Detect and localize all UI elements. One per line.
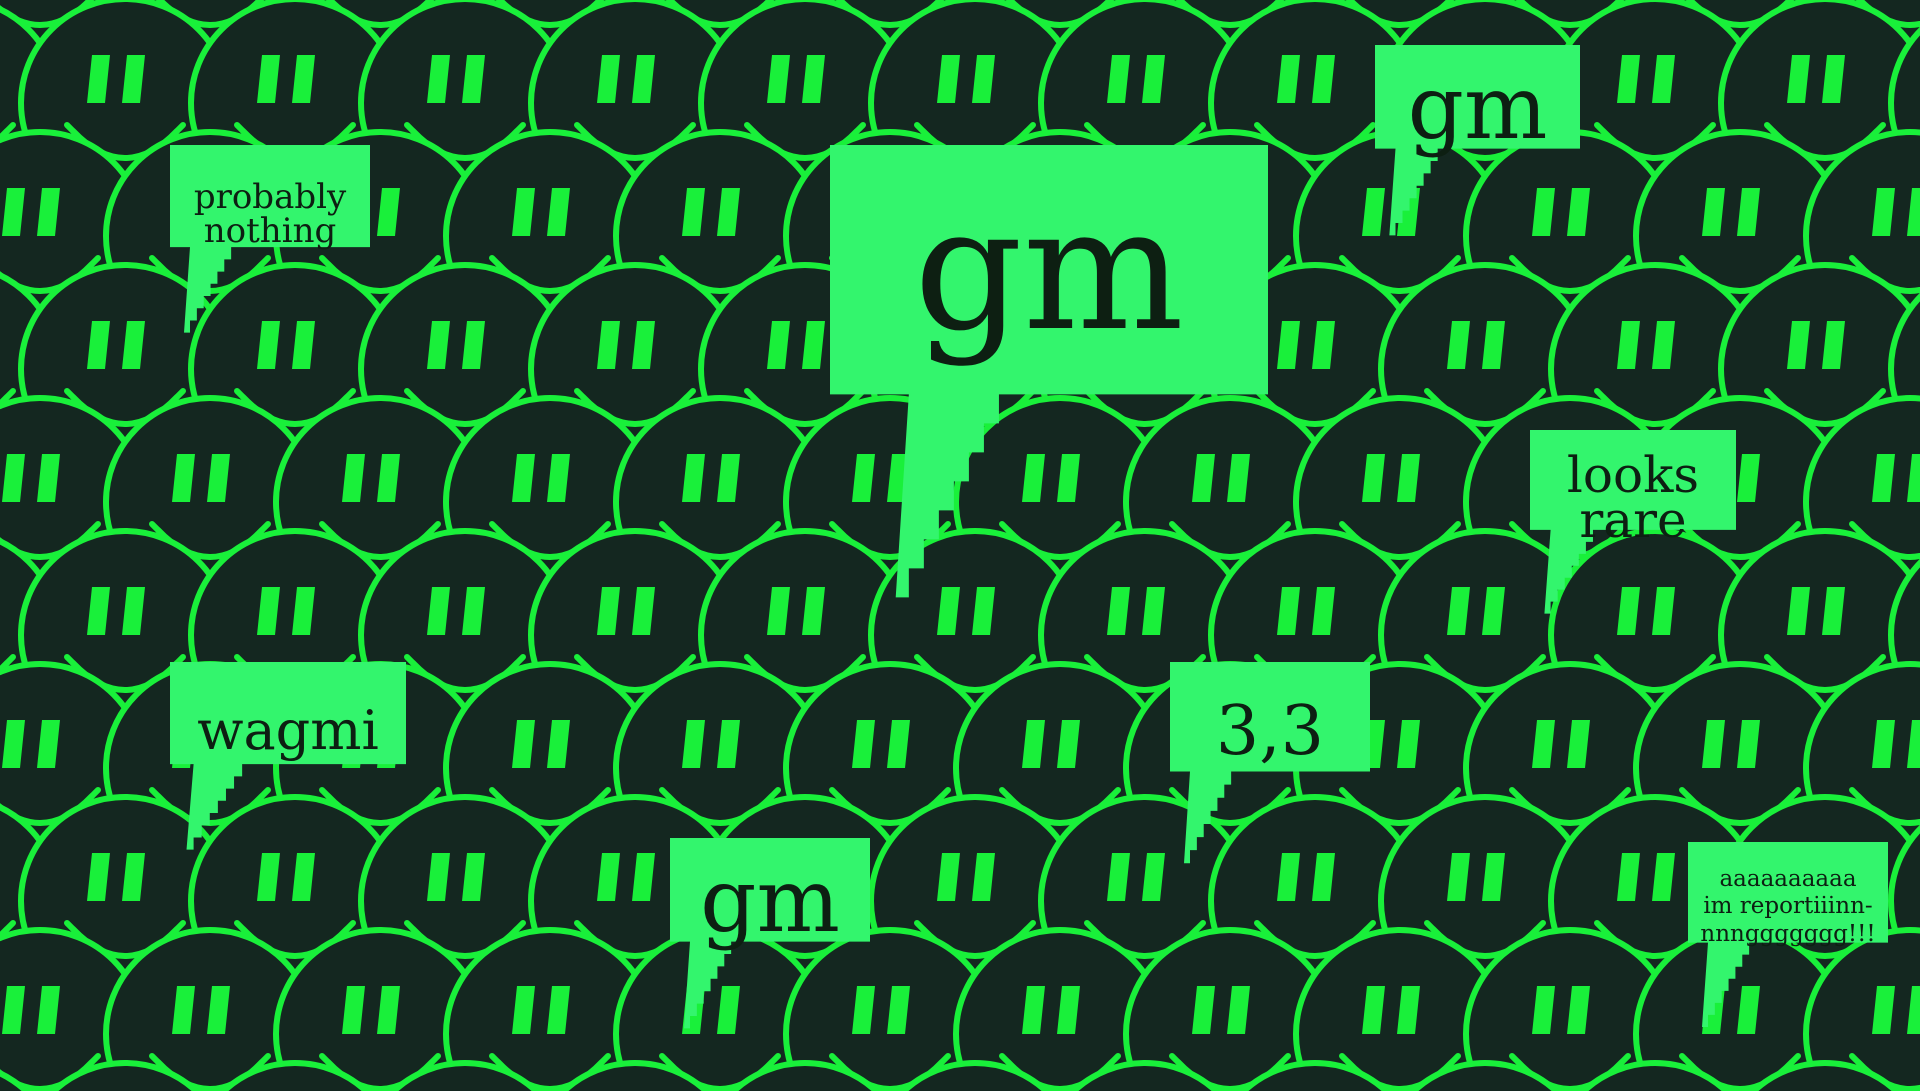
bubble-text xyxy=(670,838,870,963)
bubble-text xyxy=(1170,662,1370,802)
speech-bubble-looks-rare xyxy=(1530,430,1736,565)
speech-bubble-probably-nothing xyxy=(170,145,370,283)
speech-bubble-gm-large xyxy=(830,145,1268,435)
bubble-line: nothing xyxy=(203,211,337,251)
speech-bubble-reporting xyxy=(1688,842,1888,978)
speech-bubble-gm-bottom xyxy=(670,838,870,978)
bubble-line: nnnggggggg!!! xyxy=(1700,920,1876,947)
bubble-line: rare xyxy=(1579,490,1687,549)
bubble-text xyxy=(170,145,370,283)
speech-bubble-wagmi xyxy=(170,662,406,800)
bubble-line: wagmi xyxy=(197,699,379,762)
bubble-line: gm xyxy=(1407,55,1548,159)
bubble-text xyxy=(170,662,406,800)
bubble-line: looks xyxy=(1566,445,1700,504)
bubble-line: probably xyxy=(193,177,347,217)
speech-bubble-three-comma-three xyxy=(1170,662,1370,810)
bubble-text xyxy=(830,145,1268,395)
bubble-line: 3,3 xyxy=(1215,692,1325,771)
bubble-text xyxy=(1530,430,1736,565)
bubble-line: gm xyxy=(700,848,840,952)
bubble-line: gm xyxy=(913,171,1185,369)
bubble-text xyxy=(1375,45,1580,170)
bubble-text xyxy=(1688,842,1888,972)
bubble-line: aaaaaaaaaa xyxy=(1719,865,1857,892)
speech-bubble-gm-top-right xyxy=(1375,45,1580,185)
bubble-line: im reportiiinn- xyxy=(1703,893,1873,920)
